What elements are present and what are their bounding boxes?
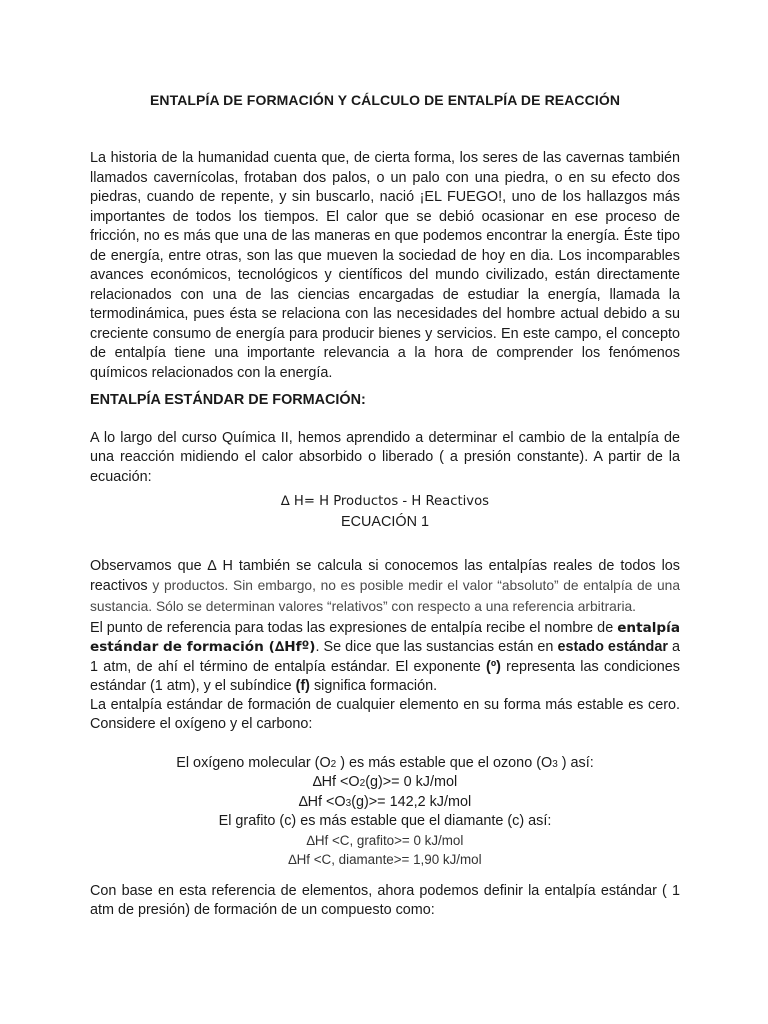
p4-text-a: El punto de referencia para todas las expresiones de entalpía recibe el nombre de <box>90 620 618 636</box>
paragraph-con-base: Con base en esta referencia de elementos, ahora podemos definir la entalpía estándar ( 1 atm de presión) de formación de un compuesto como: <box>90 883 680 919</box>
oxygen-statement <box>90 754 680 773</box>
p4-term-exponente: (º) <box>486 658 501 675</box>
diamond-enthalpy: ∆Hf <C, diamante>= 1,90 kJ/mol <box>288 852 482 868</box>
o2-enthalpy-c: (g)>= 0 kJ/mol <box>365 774 458 791</box>
o3-enthalpy <box>90 793 680 812</box>
equation-1: ∆ H= H Productos - H Reactivos <box>280 494 490 509</box>
enthalpy-examples <box>90 754 680 870</box>
intro-paragraph: La historia de la humanidad cuenta que, de cierta forma, los seres de las cavernas también llamados cavernícolas, frotaban dos palos, o un palo con una piedra, o en su efecto dos piedras, cuando de repente, y sin buscarlo, nació ¡EL FUEGO!, uno de los hallazgos más importantes de todos los tiempos. El calor que se debió ocasionar en ese proceso de fricción, no es más que una de las maneras en que podemos encontrar la energía. Éste tipo de energía, entre otras, son las que mueven la sociedad de hoy en dia. Los incomparables avances económicos, tecnológicos y científicos del mundo civilizado, están directamente relacionados con una de las ciencias encargadas de estudiar la energía, llamada la termodinámica, pues ésta se relaciona con las necesidades del hombre actual debido a su creciente consumo de energía para producir bienes y servicios. En este campo, el concepto de entalpía tiene una importante relevancia a la hora de comprender los fenómenos químicos relacionados con la energía. <box>90 150 680 381</box>
graphite-enthalpy: ∆Hf <C, grafito>= 0 kJ/mol <box>306 833 464 849</box>
carbon-statement: El grafito (c) es más estable que el diamante (c) así: <box>218 812 552 829</box>
paragraph-observamos <box>90 557 680 617</box>
o2-enthalpy-a: ∆Hf <O <box>312 774 360 791</box>
paragraph-observamos-a: Observamos que ∆ H también se calcula si conocemos las entalpías reales de todos los reactivos <box>90 558 680 595</box>
equation-1-label: ECUACIÓN 1 <box>341 514 429 530</box>
p4-term-subindice: (f) <box>295 677 310 694</box>
p4-text-g: representa las condiciones estándar (1 atm), y el subíndice <box>90 658 680 694</box>
o3-enthalpy-a: ∆Hf <O <box>298 793 346 810</box>
p4-term-entalpia: entalpía estándar de formación (∆Hfº) <box>90 620 680 656</box>
p4-text-c: . Se dice que las sustancias están en <box>315 639 558 656</box>
paragraph-estandar-cero: La entalpía estándar de formación de cualquier elemento en su forma más estable es cero. Considere el oxígeno y el carbono: <box>90 697 680 733</box>
oxygen-statement-a: El oxígeno molecular (O <box>176 755 331 771</box>
o3-enthalpy-sub: 3 <box>345 797 352 809</box>
o3-enthalpy-c: (g)>= 142,2 kJ/mol <box>351 793 472 810</box>
p4-term-estado: estado estándar <box>557 639 668 656</box>
o2-enthalpy <box>90 773 680 792</box>
section-heading: ENTALPÍA ESTÁNDAR DE FORMACIÓN: <box>90 392 366 408</box>
paragraph-punto-referencia <box>90 619 680 696</box>
document-page <box>90 0 680 1024</box>
paragraph-observamos-b: y productos. Sin embargo, no es posible medir el valor “absoluto” de entalpía de una sustancia. Sólo se determinan valores “relativos” con respecto a una referencia arbitraria. <box>90 578 680 614</box>
p4-text-i: significa formación. <box>309 677 438 694</box>
document-title: ENTALPÍA DE FORMACIÓN Y CÁLCULO DE ENTALPÍA DE REACCIÓN <box>149 92 621 108</box>
oxygen-statement-c: ) es más estable que el ozono (O <box>336 755 553 771</box>
oxygen-statement-sub3: 3 <box>552 759 558 770</box>
paragraph-curso: A lo largo del curso Química II, hemos aprendido a determinar el cambio de la entalpía de una reacción midiendo el calor absorbido o liberado ( a presión constante). A partir de la ecuación: <box>90 430 680 485</box>
o2-enthalpy-sub: 2 <box>359 778 366 790</box>
oxygen-statement-e: ) así: <box>557 755 594 771</box>
oxygen-statement-sub2: 2 <box>330 759 337 770</box>
p4-text-e: a 1 atm, de ahí el término de entalpía estándar. El exponente <box>90 639 680 675</box>
